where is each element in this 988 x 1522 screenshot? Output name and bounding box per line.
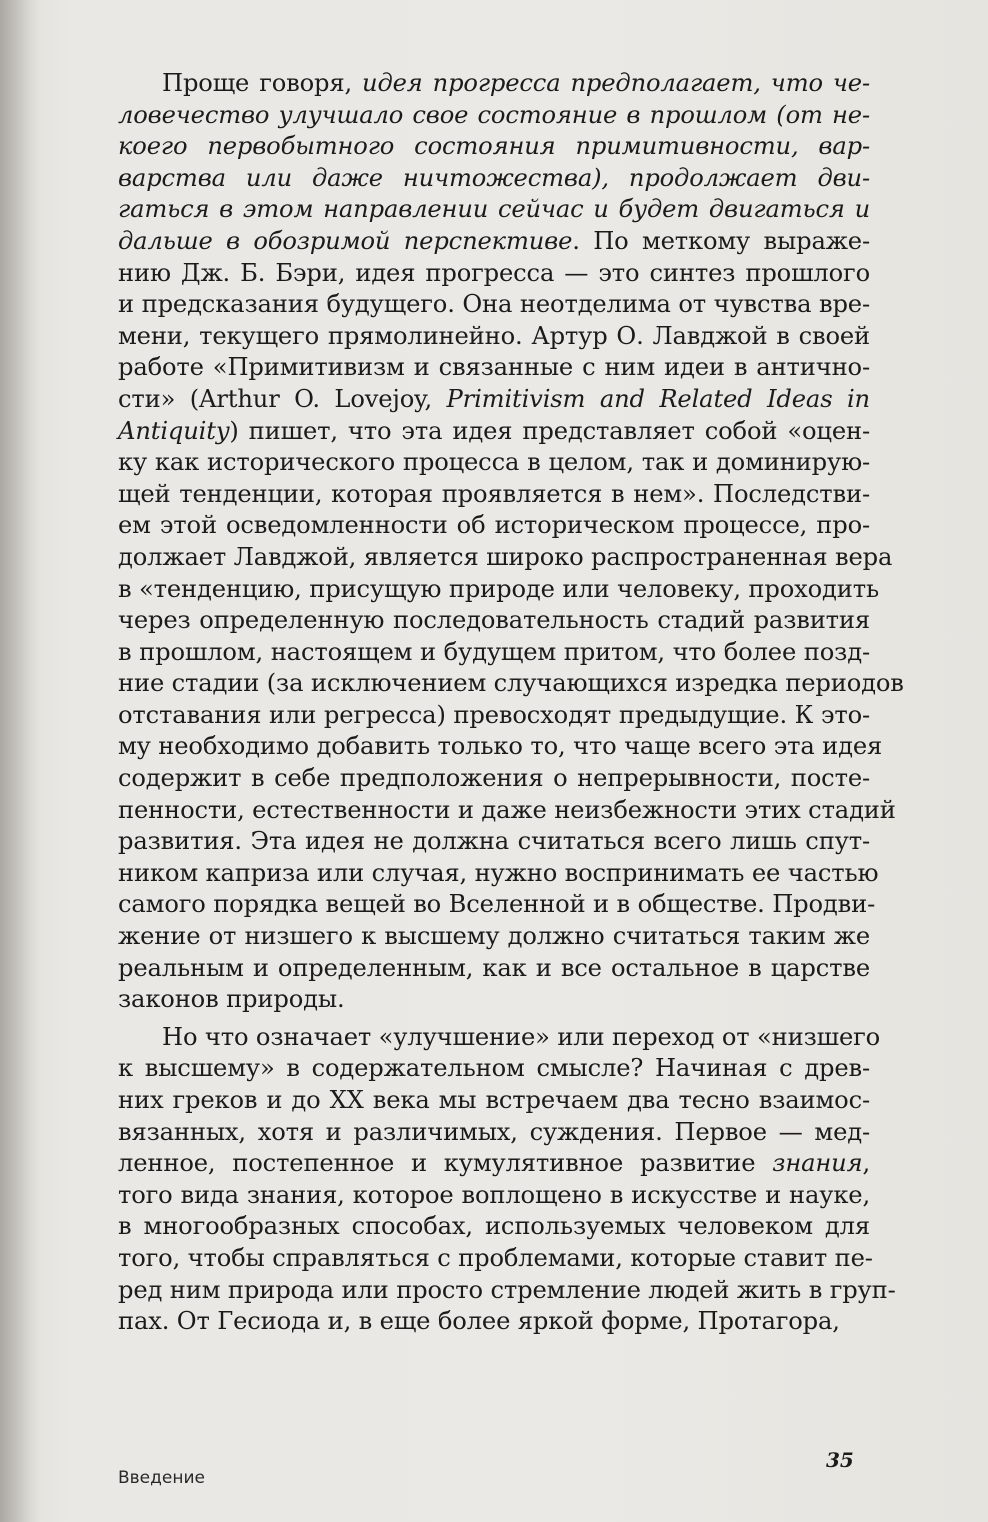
text-line (118, 226, 870, 258)
text-line (118, 921, 870, 953)
text-line (118, 1148, 870, 1180)
text: Проще говоря, (162, 69, 363, 97)
text-line (118, 447, 870, 479)
text-line (118, 321, 870, 353)
text-line (118, 1306, 870, 1338)
text-line (118, 352, 870, 384)
text: Но что означает «улучшение» или переход от «низшего (162, 1022, 881, 1051)
text-line (118, 1022, 881, 1054)
italic-text: знания (772, 1149, 863, 1178)
text-line (118, 700, 870, 732)
text-line (118, 384, 870, 416)
text: жение от низшего к высшему должно считаться таким же (118, 922, 870, 951)
text: ку как исторического процесса в целом, так и доминирую- (118, 448, 870, 477)
text-line (118, 731, 883, 763)
text: к высшему» в содержательном смысле? Начиная с древ- (118, 1054, 870, 1083)
text-line (118, 258, 870, 290)
text-line (118, 131, 870, 163)
text-line (118, 984, 870, 1016)
text: реальным и определенным, как и все остальное в царстве (118, 953, 870, 982)
text: работе «Примитивизм и связанные с ним идеи в антично- (118, 353, 870, 382)
text-line (118, 637, 870, 669)
text-line (118, 479, 870, 511)
spine-shadow (0, 0, 40, 1522)
text: отставания или регресса) превосходят предыдущие. К это- (118, 700, 870, 729)
text: развития. Эта идея не должна считаться всего лишь спут- (118, 827, 870, 856)
text-line (118, 1243, 873, 1275)
text: мени, текущего прямолинейно. Артур О. Лавджой в своей (118, 321, 870, 350)
text-line (118, 542, 893, 574)
text: законов природы. (118, 985, 345, 1014)
text-line (118, 826, 870, 858)
paragraph (118, 1022, 896, 1338)
text: в прошлом, настоящем и будущем притом, что более позд- (118, 637, 870, 666)
text: нию Дж. Б. Бэри, идея прогресса — это синтез прошлого (118, 258, 870, 287)
text: содержит в себе предположения о непрерывности, посте- (118, 764, 870, 793)
text-line (118, 858, 879, 890)
page-number: 35 (826, 1448, 854, 1472)
text-line (118, 100, 870, 132)
text-line (118, 1085, 870, 1117)
paragraph (118, 68, 904, 1016)
text: самого порядка вещей во Вселенной и в обществе. Продви- (118, 890, 876, 919)
text: в «тенденцию, присущую природе или человеку, проходить (118, 574, 880, 603)
text-line (118, 795, 896, 827)
text-line (118, 163, 870, 195)
text: му необходимо добавить только то, что чаще всего эта идея (118, 732, 883, 761)
body-text (118, 68, 904, 1338)
text: , (862, 1149, 870, 1178)
text: пенности, естественности и даже неизбежности этих стадий (118, 795, 896, 824)
italic-text: Antiquity (118, 416, 230, 445)
text: в многообразных способах, используемых человеком для (118, 1212, 870, 1241)
text: ем этой осведомленности об историческом процессе, про- (118, 511, 870, 540)
text: ред ним природа или просто стремление людей жить в груп- (118, 1275, 896, 1304)
text-line (118, 1211, 870, 1243)
text-line (118, 1053, 870, 1085)
text-line (118, 1180, 870, 1212)
italic-text: гаться в этом направлении сейчас и будет двигаться и (118, 195, 870, 224)
text: ленное, постепенное и кумулятивное развитие (118, 1149, 773, 1178)
text: должает Лавджой, является широко распространенная вера (118, 542, 893, 571)
text: ние стадии (за исключением случающихся изредка периодов (118, 669, 904, 698)
text: вязанных, хотя и различимых, суждения. Первое — мед- (118, 1117, 870, 1146)
italic-text: коего первобытного состояния примитивности, вар- (118, 132, 870, 161)
text-line (118, 510, 870, 542)
text-line (118, 668, 904, 700)
text-line (118, 605, 870, 637)
italic-text: Primitivism and Related Ideas in (446, 384, 870, 413)
text: через определенную последовательность стадий развития (118, 606, 870, 635)
text: ником каприза или случая, нужно воспринимать ее частью (118, 858, 879, 887)
text-line (118, 289, 870, 321)
text-line (118, 763, 870, 795)
text-line (118, 1117, 870, 1149)
text-line (118, 68, 870, 100)
italic-text: дальше в обозримой перспективе (118, 226, 573, 255)
text-line (118, 416, 870, 448)
text: того, чтобы справляться с проблемами, которые ставит пе- (118, 1243, 873, 1272)
text: и предсказания будущего. Она неотделима от чувства вре- (118, 290, 870, 319)
italic-text: ловечество улучшало свое состояние в прошлом (от не- (118, 100, 870, 129)
text: ) пишет, что эта идея представляет собой «оцен- (229, 416, 870, 445)
text-line (118, 574, 880, 606)
text: них греков и до XX века мы встречаем два тесно взаимос- (118, 1086, 870, 1114)
text: пах. От Гесиода и, в еще более яркой форме, Протагора, (118, 1307, 840, 1336)
text: того вида знания, которое воплощено в искусстве и науке, (118, 1180, 870, 1209)
text-line (118, 953, 870, 985)
text: сти» (Arthur O. Lovejoy, (118, 384, 447, 413)
running-footer-title: Введение (118, 1468, 205, 1488)
italic-text: варства или даже ничтожества), продолжает дви- (118, 163, 870, 192)
text-line (118, 1275, 896, 1307)
text-line (118, 889, 876, 921)
text: . По меткому выраже- (572, 226, 870, 255)
text: щей тенденции, которая проявляется в нем». Последстви- (118, 479, 870, 508)
text-line (118, 194, 870, 226)
italic-text: идея прогресса предполагает, что че- (362, 69, 870, 97)
